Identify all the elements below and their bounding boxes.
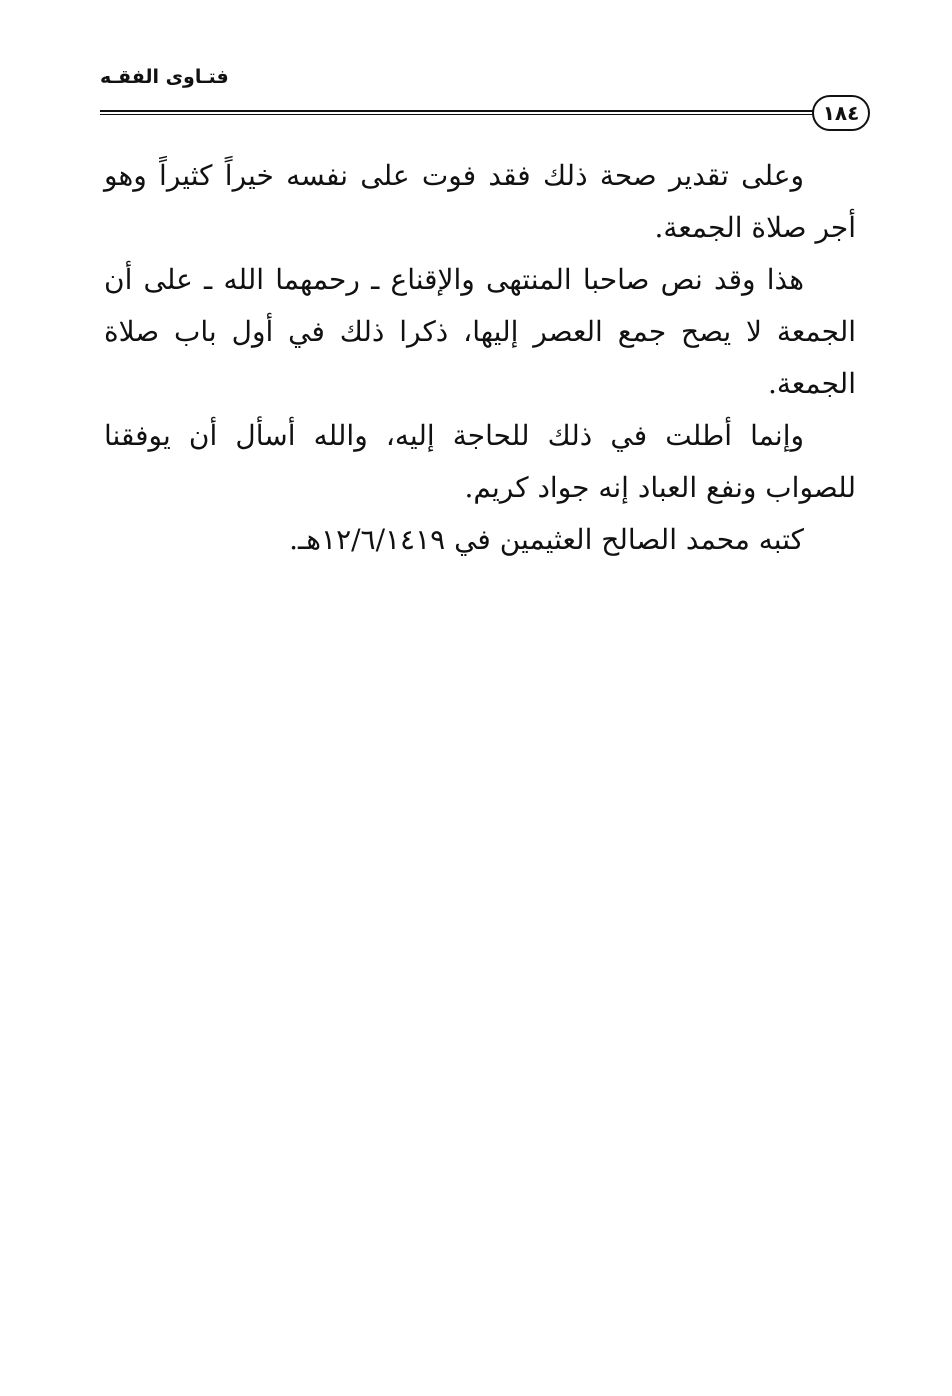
body-text — [104, 150, 856, 566]
signature-line: كتبه محمد الصالح العثيمين في ١٢/٦/١٤١٩هـ. — [289, 523, 804, 556]
paragraph-2: هذا وقد نص صاحبا المنتهى والإقناع ـ رحمهما الله ـ على أن الجمعة لا يصح جمع العصر إليها، ذكرا ذلك في أول باب صلاة الجمعة. — [104, 263, 856, 400]
running-title: فتـاوى الفقـه — [100, 66, 229, 88]
page-number-text: ١٨٤ — [822, 101, 860, 125]
paragraph-3: وإنما أطلت في ذلك للحاجة إليه، والله أسأل أن يوفقنا للصواب ونفع العباد إنه جواد كريم. — [104, 419, 856, 504]
page-number — [812, 95, 870, 131]
paragraph-1: وعلى تقدير صحة ذلك فقد فوت على نفسه خيراً كثيراً وهو أجر صلاة الجمعة. — [104, 159, 856, 244]
header-rule — [100, 110, 816, 115]
